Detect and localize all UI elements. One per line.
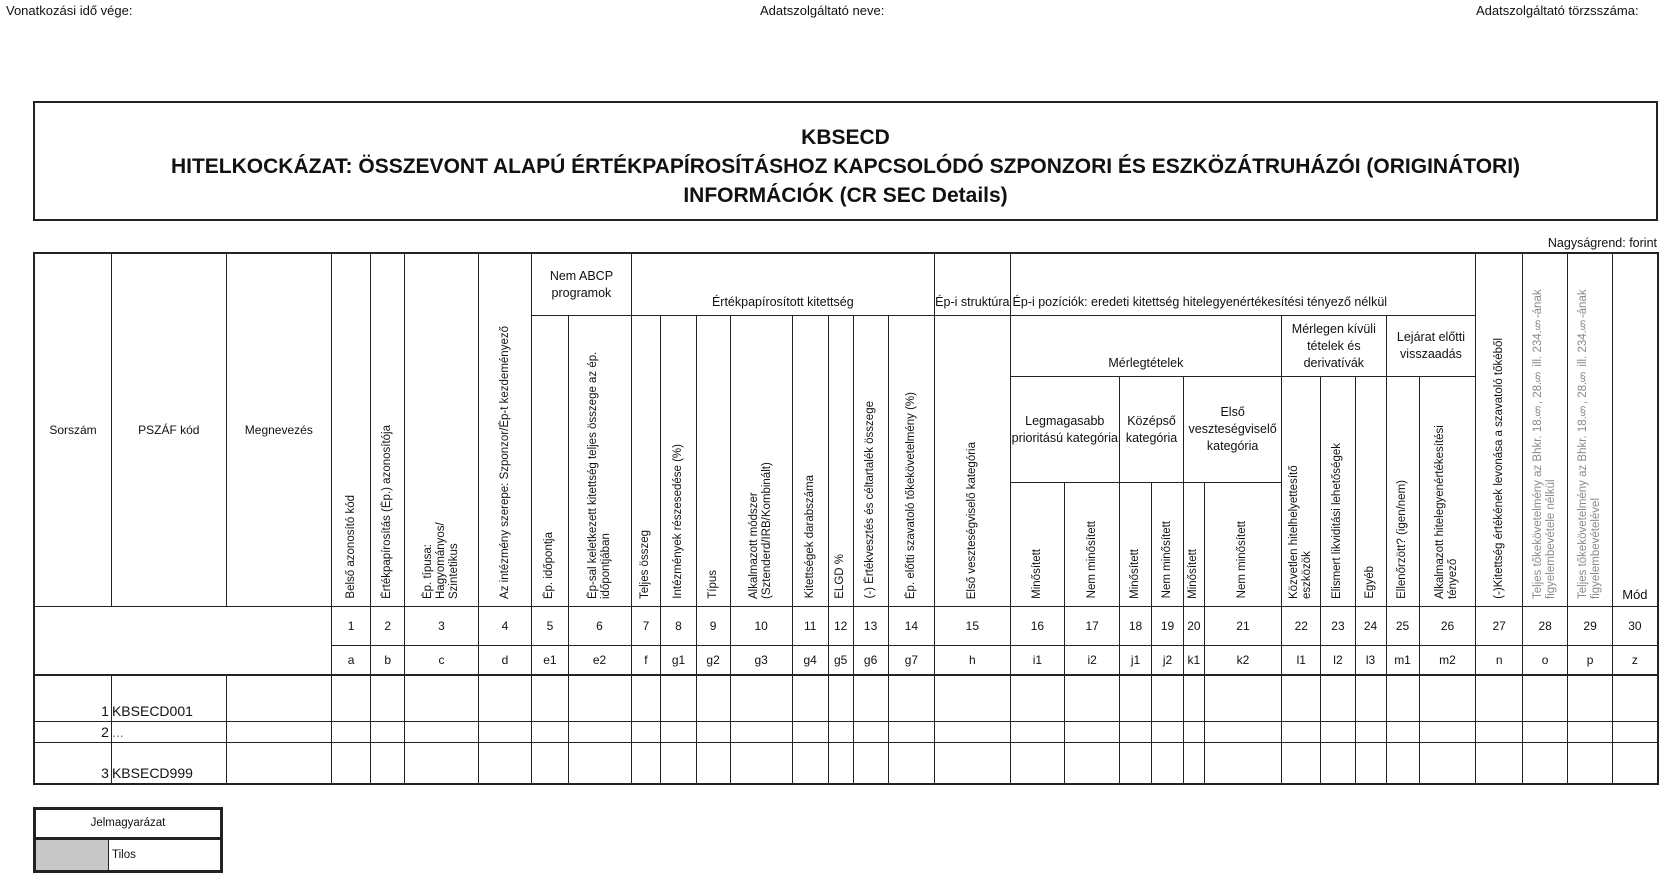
- row-cell[interactable]: [331, 675, 370, 721]
- col-num: 29: [1568, 606, 1612, 646]
- col-num: 4: [478, 606, 532, 646]
- row-cell[interactable]: [1282, 721, 1321, 742]
- row-cell[interactable]: [1476, 721, 1522, 742]
- col-header-26: Alkalmazott hitelegyenértékesítési tényező: [1419, 376, 1476, 606]
- col-num: 18: [1120, 606, 1152, 646]
- col-letter: o: [1522, 646, 1567, 675]
- row-cell[interactable]: [371, 721, 405, 742]
- col-letter: g6: [853, 646, 888, 675]
- group-merlegtetelek: Mérlegtételek: [1010, 316, 1282, 377]
- col-header-11: Kitettségek darabszáma: [792, 316, 828, 607]
- col-header-25: Ellenőrzött? (igen/nem): [1386, 376, 1419, 606]
- header-sorszam: Sorszám: [34, 253, 111, 606]
- group-legmagasabb: Legmagasabb prioritású kategória: [1010, 376, 1120, 483]
- col-num: 3: [405, 606, 478, 646]
- col-letter: b: [371, 646, 405, 675]
- row-cell[interactable]: [226, 675, 331, 721]
- col-header-13: (-) Értékvesztés és céltartalék összege: [853, 316, 888, 607]
- col-num: 27: [1476, 606, 1522, 646]
- provider-name-label: Adatszolgáltató neve:: [760, 3, 885, 18]
- row-cell[interactable]: [696, 721, 730, 742]
- col-letter: k1: [1184, 646, 1205, 675]
- row-cell[interactable]: [1120, 675, 1152, 721]
- row-cell[interactable]: [1612, 742, 1658, 784]
- row-cell[interactable]: [828, 675, 853, 721]
- row-cell[interactable]: [331, 721, 370, 742]
- col-header-5: Ép. időpontja: [532, 316, 568, 607]
- row-pszaf-code[interactable]: KBSECD001: [111, 675, 226, 721]
- row-cell[interactable]: [661, 675, 696, 721]
- row-cell[interactable]: [1476, 675, 1522, 721]
- row-cell[interactable]: [1204, 742, 1281, 784]
- row-cell[interactable]: [1386, 721, 1419, 742]
- row-cell[interactable]: [631, 721, 661, 742]
- col-num: 20: [1184, 606, 1205, 646]
- row-cell[interactable]: [331, 742, 370, 784]
- col-letter: m1: [1386, 646, 1419, 675]
- report-title-box: [33, 101, 1658, 221]
- row-cell[interactable]: [696, 742, 730, 784]
- row-pszaf-code[interactable]: KBSECD999: [111, 742, 226, 784]
- row-cell[interactable]: [1184, 721, 1205, 742]
- row-cell[interactable]: [853, 721, 888, 742]
- col-letter: i1: [1010, 646, 1065, 675]
- col-header-15: Első veszteségviselő kategória: [935, 316, 1010, 607]
- group-ep-i-poziciok: Ép-i pozíciók: eredeti kitettség hitelegyenértékesítési tényező nélkül: [1010, 253, 1476, 316]
- row-cell[interactable]: [405, 675, 478, 721]
- row-cell[interactable]: [1419, 721, 1476, 742]
- row-cell[interactable]: [1568, 742, 1612, 784]
- col-header-27: (-)Kitettség értékének levonása a szavatoló tőkéből: [1476, 253, 1522, 606]
- col-header-14: Ép. előtti szavatoló tőkekövetelmény (%): [888, 316, 934, 607]
- row-cell[interactable]: [1184, 675, 1205, 721]
- row-cell[interactable]: [478, 721, 532, 742]
- data-row: [34, 675, 1658, 721]
- number-row-blank: [34, 606, 331, 675]
- report-title-line1: HITELKOCKÁZAT: ÖSSZEVONT ALAPÚ ÉRTÉKPAPÍROSÍTÁSHOZ KAPCSOLÓDÓ SZPONZORI ÉS ESZKÖZÁTRUHÁZÓI (ORIGINÁTORI): [170, 155, 1521, 178]
- col-num: 7: [631, 606, 661, 646]
- col-header-28: Teljes tőkekövetelmény az Bhkr. 18.§, 28.§ ill. 234.§-ának figyelembevétele nélkül: [1522, 253, 1567, 606]
- col-num: 9: [696, 606, 730, 646]
- row-cell[interactable]: [1612, 675, 1658, 721]
- col-num: 21: [1204, 606, 1281, 646]
- row-cell[interactable]: [1010, 721, 1065, 742]
- col-header-30: Mód: [1612, 253, 1658, 606]
- col-num: 11: [792, 606, 828, 646]
- row-cell[interactable]: [631, 742, 661, 784]
- col-letter: j2: [1152, 646, 1184, 675]
- row-cell[interactable]: [828, 721, 853, 742]
- row-cell[interactable]: [888, 721, 934, 742]
- col-header-7: Teljes összeg: [631, 316, 661, 607]
- column-number-row: [34, 606, 1658, 646]
- col-header-18: Minősített: [1120, 483, 1152, 606]
- row-cell[interactable]: [1321, 742, 1355, 784]
- row-cell[interactable]: [478, 742, 532, 784]
- col-letter: m2: [1419, 646, 1476, 675]
- col-letter: a: [331, 646, 370, 675]
- col-num: 5: [532, 606, 568, 646]
- row-cell[interactable]: [853, 742, 888, 784]
- row-number: 3: [34, 742, 111, 784]
- row-cell[interactable]: [935, 721, 1010, 742]
- row-cell[interactable]: [1065, 742, 1120, 784]
- row-cell[interactable]: [730, 721, 792, 742]
- legend-title: Jelmagyarázat: [36, 810, 220, 840]
- provider-id-label: Adatszolgáltató törzsszáma:: [1476, 3, 1639, 18]
- col-letter: k2: [1204, 646, 1281, 675]
- col-letter: j1: [1120, 646, 1152, 675]
- col-num: 6: [568, 606, 631, 646]
- col-letter: p: [1568, 646, 1612, 675]
- col-letter: l2: [1321, 646, 1355, 675]
- row-cell[interactable]: [568, 675, 631, 721]
- row-cell[interactable]: [1152, 675, 1184, 721]
- row-cell[interactable]: [1184, 742, 1205, 784]
- col-num: 10: [730, 606, 792, 646]
- group-ep-i-struktura: Ép-i struktúra: [935, 253, 1010, 316]
- row-cell[interactable]: [1568, 675, 1612, 721]
- legend-box: [33, 807, 223, 873]
- row-cell[interactable]: [1065, 675, 1120, 721]
- row-cell[interactable]: [792, 721, 828, 742]
- col-header-6: Ép-sal keletkezett kitettség teljes összege az ép. időpontjában: [568, 316, 631, 607]
- period-end-label: Vonatkozási idő vége:: [6, 3, 133, 18]
- row-cell[interactable]: [853, 675, 888, 721]
- col-letter: g3: [730, 646, 792, 675]
- row-cell[interactable]: [1419, 742, 1476, 784]
- row-cell[interactable]: [1010, 742, 1065, 784]
- row-cell[interactable]: [1120, 721, 1152, 742]
- col-header-16: Minősített: [1010, 483, 1065, 606]
- row-cell[interactable]: [1419, 675, 1476, 721]
- row-cell[interactable]: [1152, 721, 1184, 742]
- row-cell[interactable]: [1355, 721, 1386, 742]
- col-num: 17: [1065, 606, 1120, 646]
- row-cell[interactable]: [935, 742, 1010, 784]
- row-cell[interactable]: [1386, 742, 1419, 784]
- row-cell[interactable]: [631, 675, 661, 721]
- row-cell[interactable]: [888, 675, 934, 721]
- col-header-29: Teljes tőkekövetelmény az Bhkr. 18.§, 28.§ ill. 234.§-ának figyelembevételével: [1568, 253, 1612, 606]
- row-cell[interactable]: [478, 675, 532, 721]
- row-cell[interactable]: [792, 742, 828, 784]
- col-header-10: Alkalmazott módszer (Sztenderd/IRB/Kombinált): [730, 316, 792, 607]
- row-cell[interactable]: [226, 721, 331, 742]
- row-cell[interactable]: [1522, 675, 1567, 721]
- report-title-line2: INFORMÁCIÓK (CR SEC Details): [683, 184, 1008, 207]
- row-cell[interactable]: [1204, 721, 1281, 742]
- data-row: [34, 721, 1658, 742]
- col-num: 25: [1386, 606, 1419, 646]
- col-num: 22: [1282, 606, 1321, 646]
- group-merlegen-kivuli: Mérlegen kívüli tételek és derivatívák: [1282, 316, 1386, 377]
- row-cell[interactable]: [1065, 721, 1120, 742]
- col-num: 28: [1522, 606, 1567, 646]
- row-cell[interactable]: [371, 675, 405, 721]
- col-header-17: Nem minősített: [1065, 483, 1120, 606]
- row-number: 2: [34, 721, 111, 742]
- col-header-21: Nem minősített: [1204, 483, 1281, 606]
- col-header-4: Az intézmény szerepe: Szponzor/Ép-t kezdeményező: [478, 253, 532, 606]
- row-pszaf-code[interactable]: ...: [111, 721, 226, 742]
- col-letter: i2: [1065, 646, 1120, 675]
- col-num: 19: [1152, 606, 1184, 646]
- row-cell[interactable]: [568, 721, 631, 742]
- col-letter: c: [405, 646, 478, 675]
- row-cell[interactable]: [1321, 675, 1355, 721]
- col-num: 26: [1419, 606, 1476, 646]
- col-header-22: Közvetlen hitelhelyettesítő eszközök: [1282, 376, 1321, 606]
- col-letter: l3: [1355, 646, 1386, 675]
- col-letter: e2: [568, 646, 631, 675]
- legend-label-forbidden: Tilos: [112, 849, 136, 861]
- col-header-8: Intézmények részesedése (%): [661, 316, 696, 607]
- col-letter: g5: [828, 646, 853, 675]
- row-cell[interactable]: [1522, 742, 1567, 784]
- col-header-12: ELGD %: [828, 316, 853, 607]
- col-header-9: Típus: [696, 316, 730, 607]
- row-cell[interactable]: [1321, 721, 1355, 742]
- col-letter: g1: [661, 646, 696, 675]
- row-cell[interactable]: [532, 742, 568, 784]
- col-header-20: Minősített: [1184, 483, 1205, 606]
- row-cell[interactable]: [1120, 742, 1152, 784]
- row-cell[interactable]: [828, 742, 853, 784]
- row-cell[interactable]: [1355, 742, 1386, 784]
- row-cell[interactable]: [226, 742, 331, 784]
- col-letter: l1: [1282, 646, 1321, 675]
- col-letter: g7: [888, 646, 934, 675]
- group-nem-abcp: Nem ABCP programok: [532, 253, 631, 316]
- col-num: 1: [331, 606, 370, 646]
- row-cell[interactable]: [730, 675, 792, 721]
- col-num: 8: [661, 606, 696, 646]
- row-cell[interactable]: [1386, 675, 1419, 721]
- col-num: 24: [1355, 606, 1386, 646]
- col-num: 12: [828, 606, 853, 646]
- row-cell[interactable]: [1522, 721, 1567, 742]
- row-cell[interactable]: [405, 721, 478, 742]
- row-cell[interactable]: [1152, 742, 1184, 784]
- report-table: [33, 252, 1659, 785]
- col-num: 16: [1010, 606, 1065, 646]
- row-cell[interactable]: [1476, 742, 1522, 784]
- row-cell[interactable]: [661, 721, 696, 742]
- col-num: 13: [853, 606, 888, 646]
- col-num: 15: [935, 606, 1010, 646]
- col-header-24: Egyéb: [1355, 376, 1386, 606]
- unit-note: Nagyságrend: forint: [1547, 236, 1657, 250]
- row-cell[interactable]: [568, 742, 631, 784]
- header-megnevezes: Megnevezés: [226, 253, 331, 606]
- row-cell[interactable]: [532, 721, 568, 742]
- col-letter: e1: [532, 646, 568, 675]
- report-code: KBSECD: [801, 126, 890, 149]
- row-cell[interactable]: [371, 742, 405, 784]
- row-cell[interactable]: [888, 742, 934, 784]
- col-num: 2: [371, 606, 405, 646]
- group-ertekpapiros-kitettseg: Értékpapírosított kitettség: [631, 253, 935, 316]
- row-cell[interactable]: [661, 742, 696, 784]
- col-header-3: Ép. típusa: Hagyományos/ Szintetikus: [405, 253, 478, 606]
- col-num: 23: [1321, 606, 1355, 646]
- row-cell[interactable]: [1282, 675, 1321, 721]
- row-cell[interactable]: [1355, 675, 1386, 721]
- row-cell[interactable]: [696, 675, 730, 721]
- col-letter: g4: [792, 646, 828, 675]
- col-letter: n: [1476, 646, 1522, 675]
- row-number: 1: [34, 675, 111, 721]
- col-letter: h: [935, 646, 1010, 675]
- group-kozepso: Középső kategória: [1120, 376, 1184, 483]
- row-cell[interactable]: [1010, 675, 1065, 721]
- row-cell[interactable]: [532, 675, 568, 721]
- row-cell[interactable]: [1568, 721, 1612, 742]
- col-header-1: Belső azonosító kód: [331, 253, 370, 606]
- data-row: [34, 742, 1658, 784]
- legend-item: [36, 840, 220, 870]
- row-cell[interactable]: [1612, 721, 1658, 742]
- group-lejarat-elotti: Lejárat előtti visszaadás: [1386, 316, 1476, 377]
- col-letter: z: [1612, 646, 1658, 675]
- row-cell[interactable]: [1282, 742, 1321, 784]
- row-cell[interactable]: [935, 675, 1010, 721]
- row-cell[interactable]: [792, 675, 828, 721]
- col-letter: f: [631, 646, 661, 675]
- col-num: 14: [888, 606, 934, 646]
- col-header-2: Értékpapírosítás (Ép.) azonosítója: [371, 253, 405, 606]
- col-letter: d: [478, 646, 532, 675]
- col-header-23: Elismert likviditási lehetőségek: [1321, 376, 1355, 606]
- row-cell[interactable]: [1204, 675, 1281, 721]
- row-cell[interactable]: [730, 742, 792, 784]
- col-letter: g2: [696, 646, 730, 675]
- header-pszaf-kod: PSZÁF kód: [111, 253, 226, 606]
- col-num: 30: [1612, 606, 1658, 646]
- group-elso-vesztesegviselo: Első veszteségviselő kategória: [1184, 376, 1282, 483]
- legend-swatch-forbidden: [36, 840, 109, 870]
- row-cell[interactable]: [405, 742, 478, 784]
- col-header-19: Nem minősített: [1152, 483, 1184, 606]
